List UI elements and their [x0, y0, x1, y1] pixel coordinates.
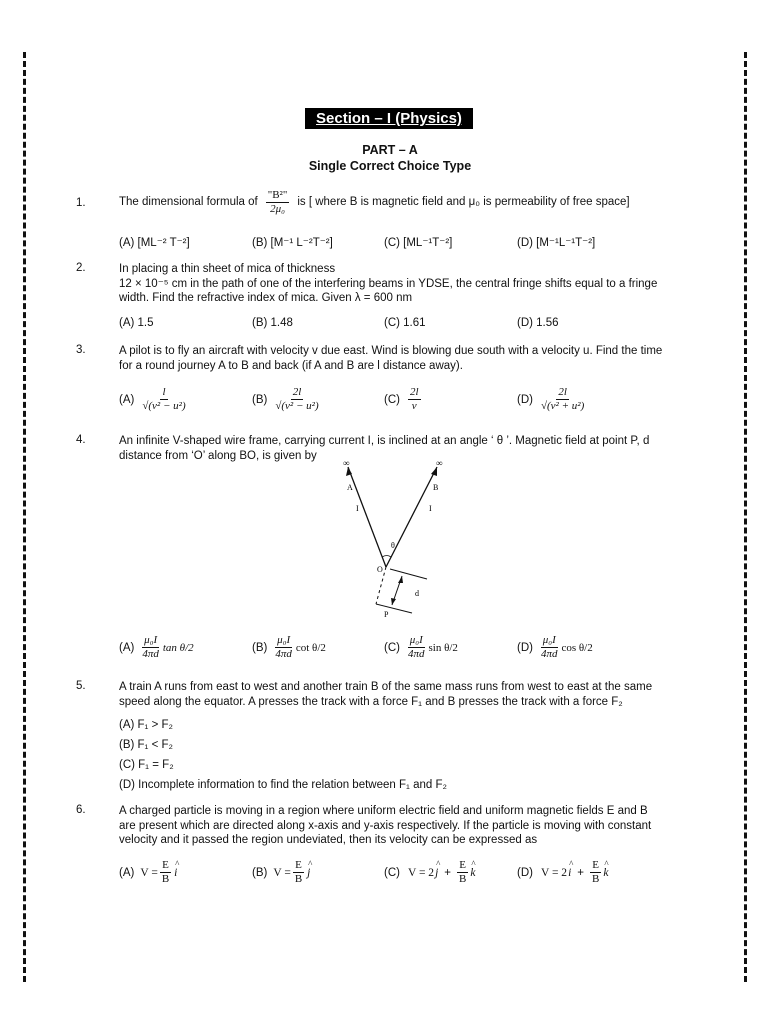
label-inf-left: ∞ — [343, 458, 350, 468]
question-1-formula-num: "B²" — [267, 188, 288, 201]
option-fraction — [539, 386, 586, 413]
part-subtitle: Single Correct Choice Type — [308, 159, 472, 173]
wire-left — [348, 467, 386, 567]
option-lhs: V = — [140, 866, 158, 879]
question-6-number: 6. — [76, 804, 86, 816]
section-title: Section – I (Physics) — [305, 108, 473, 129]
option-den: 4πd — [540, 648, 558, 660]
option-num: μ₀I — [277, 634, 291, 646]
question-6-option-b[interactable] — [252, 859, 310, 886]
question-3-option-d[interactable] — [517, 386, 586, 413]
option-label: (B) — [252, 866, 268, 879]
right-dashed-border — [744, 52, 747, 982]
option-den: B — [591, 873, 600, 885]
distance-arrow-top — [398, 576, 403, 583]
option-lhs: V = 2 — [407, 866, 435, 879]
option-fraction — [140, 386, 187, 413]
question-5-line: speed along the equator. A presses the track with a force F₁ and B presses the track with a force F₂ — [119, 695, 623, 708]
part-title: PART – A — [362, 143, 418, 157]
option-fraction — [539, 634, 560, 661]
question-1-formula — [266, 189, 290, 216]
option-den: √(v² − u²) — [142, 400, 186, 412]
option-label: (B) — [252, 641, 268, 654]
option-fraction — [273, 386, 320, 413]
option-function: tan θ/2 — [162, 641, 194, 654]
distance-arrow-bottom — [391, 598, 396, 605]
question-1-option-b[interactable]: (B) [M⁻¹ L⁻²T⁻²] — [252, 237, 333, 249]
question-5-option-b[interactable]: (B) F₁ < F₂ — [119, 739, 174, 751]
question-4-option-d[interactable] — [517, 634, 593, 661]
option-den: √(v² + u²) — [540, 400, 585, 412]
option-label: (D) — [517, 866, 533, 879]
question-5-text — [119, 680, 709, 709]
option-den: B — [161, 873, 170, 885]
option-num: E — [459, 859, 467, 871]
label-d: d — [415, 589, 419, 598]
label-inf-right: ∞ — [436, 458, 443, 468]
question-3-line: A pilot is to fly an aircraft with velocity v due east. Wind is blowing due south with a velocity u. Find the time — [119, 345, 663, 357]
option-label: (A) — [119, 393, 135, 406]
option-den: 4πd — [142, 648, 159, 660]
question-2-option-c[interactable]: (C) 1.61 — [384, 317, 426, 329]
option-num: μ₀I — [542, 634, 556, 646]
option-den: 4πd — [407, 648, 425, 660]
option-unit-vector-2: ^ k — [470, 867, 475, 879]
question-1-option-a[interactable]: (A) [ML⁻² T⁻²] — [119, 237, 190, 249]
option-num: μ₀I — [409, 634, 423, 646]
question-4-line: distance from ‘O’ along BO, is given by — [119, 449, 317, 462]
question-2-number: 2. — [76, 262, 86, 274]
option-unit-vector-1: ^ j — [435, 867, 438, 879]
wire-right — [386, 467, 437, 567]
option-num: μ₀I — [144, 634, 158, 646]
option-num: E — [592, 859, 600, 871]
option-function: sin θ/2 — [428, 641, 458, 654]
question-1-text — [119, 187, 719, 217]
label-o: O — [377, 565, 383, 574]
option-fraction — [273, 634, 294, 661]
theta-arc — [382, 556, 391, 558]
question-2-option-a[interactable]: (A) 1.5 — [119, 317, 154, 329]
option-unit-vector-2: ^ k — [603, 867, 608, 879]
option-plus: + — [444, 866, 451, 879]
question-4-option-a[interactable] — [119, 634, 194, 661]
question-4-option-c[interactable] — [384, 634, 458, 661]
question-6-option-c[interactable] — [384, 859, 475, 886]
option-num: 2l — [409, 386, 419, 398]
question-3-number: 3. — [76, 344, 86, 356]
option-num: l — [162, 386, 166, 398]
question-6-option-a[interactable] — [119, 859, 177, 886]
option-fraction — [140, 634, 161, 661]
question-5-option-a[interactable]: (A) F₁ > F₂ — [119, 719, 174, 731]
question-5-line: A train A runs from east to west and another train B of the same mass runs from west to east at the same — [119, 681, 653, 693]
label-theta: θ — [391, 541, 395, 550]
option-function: cot θ/2 — [295, 641, 326, 654]
v-wire-figure — [330, 455, 460, 625]
question-6-line: A charged particle is moving in a region where uniform electric field and uniform magnetic fields E and B — [119, 805, 648, 817]
option-num: 2l — [292, 386, 302, 398]
question-1-option-c[interactable]: (C) [ML⁻¹T⁻²] — [384, 237, 453, 249]
question-5-number: 5. — [76, 680, 86, 692]
option-unit-vector: ^ j — [307, 867, 310, 879]
option-num: 2l — [558, 386, 567, 398]
option-label: (D) — [517, 641, 533, 654]
option-num: E — [162, 859, 169, 871]
option-label: (C) — [384, 866, 400, 879]
option-lhs: V = — [273, 866, 291, 879]
option-unit-vector: ^ i — [174, 867, 177, 879]
option-label: (A) — [119, 866, 135, 879]
question-1-formula-den: 2μ₀ — [270, 202, 285, 215]
question-1-text-after: is [ where B is magnetic field and μ₀ is permeability of free space] — [297, 196, 630, 208]
option-function: cos θ/2 — [561, 641, 593, 654]
question-4-number: 4. — [76, 434, 86, 446]
question-2-line: 12 × 10⁻⁵ cm in the path of one of the interfering beams in YDSE, the central fringe shifts equal to a fringe — [119, 277, 658, 290]
question-5-option-d[interactable]: (D) Incomplete information to find the relation between F₁ and F₂ — [119, 779, 447, 791]
label-i-left: I — [356, 504, 359, 513]
label-b: B — [433, 483, 439, 492]
question-3-option-a[interactable] — [119, 386, 188, 413]
option-den: 4πd — [275, 648, 292, 660]
arrow-right — [431, 467, 437, 476]
question-2-line: width. Find the refractive index of mica. Given λ = 600 nm — [119, 292, 413, 304]
option-label: (C) — [384, 393, 400, 406]
question-6-text — [119, 804, 709, 848]
label-i-right: I — [429, 504, 432, 513]
question-6-line: are present which are directed along x-axis and y-axis respectively. If the particle is moving with constant — [119, 819, 652, 832]
option-num: E — [295, 859, 302, 871]
question-1-option-d[interactable]: (D) [M⁻¹L⁻¹T⁻²] — [517, 237, 596, 249]
bracket-top — [390, 569, 427, 579]
option-unit-vector-1: ^ i — [568, 867, 571, 879]
option-den: B — [294, 873, 303, 885]
question-5-option-c[interactable]: (C) F₁ = F₂ — [119, 759, 174, 771]
question-4-option-b[interactable] — [252, 634, 326, 661]
option-den: B — [458, 873, 467, 885]
question-4-line: An infinite V-shaped wire frame, carrying current I, is inclined at an angle ‘ θ ’. Magnetic field at point P, d — [119, 435, 650, 447]
question-3-option-b[interactable] — [252, 386, 321, 413]
option-fraction — [406, 634, 427, 661]
option-lhs: V = 2 — [540, 866, 568, 879]
question-2-option-b[interactable]: (B) 1.48 — [252, 317, 293, 329]
bracket-bottom — [376, 604, 412, 613]
option-label: (B) — [252, 393, 268, 406]
question-3-line: for a round journey A to B and back (if A and B are l distance away). — [119, 359, 463, 372]
option-plus: + — [577, 866, 584, 879]
question-2-option-d[interactable]: (D) 1.56 — [517, 317, 559, 329]
option-fraction — [293, 859, 304, 886]
question-6-line: velocity and it passed the region undeviated, then its velocity can be expressed as — [119, 834, 538, 846]
option-label: (A) — [119, 641, 135, 654]
question-3-option-c[interactable] — [384, 386, 421, 413]
label-a: A — [347, 483, 353, 492]
question-3-text — [119, 344, 709, 373]
question-1-number: 1. — [76, 197, 86, 209]
option-fraction — [160, 859, 171, 886]
question-2-text — [119, 262, 709, 306]
option-fraction — [590, 859, 601, 886]
question-2-line: In placing a thin sheet of mica of thickness — [119, 263, 336, 275]
question-1-text-before: The dimensional formula of — [119, 196, 258, 208]
option-den: √(v² − u²) — [275, 400, 319, 412]
option-fraction — [408, 386, 421, 413]
question-6-option-d[interactable] — [517, 859, 608, 886]
option-fraction — [457, 859, 468, 886]
option-label: (D) — [517, 393, 533, 406]
left-dashed-border — [23, 52, 26, 982]
label-p: P — [384, 610, 389, 619]
option-den: v — [411, 400, 417, 412]
option-label: (C) — [384, 641, 400, 654]
